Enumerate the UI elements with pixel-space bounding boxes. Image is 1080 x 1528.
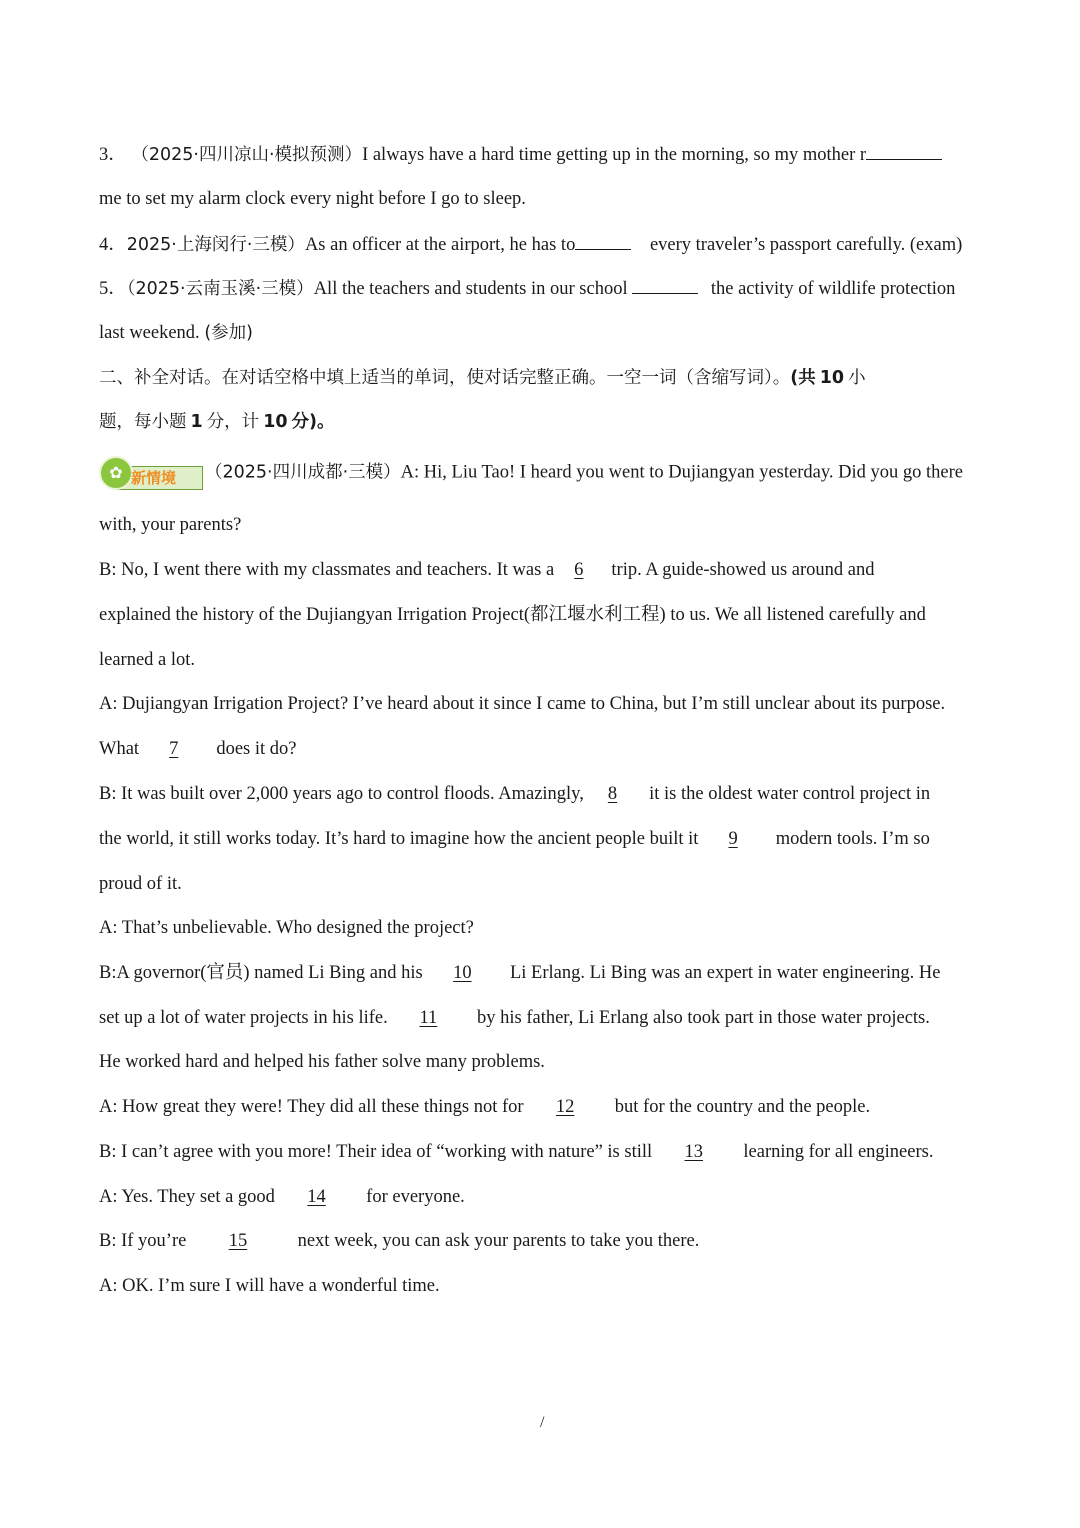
dialog-line-14: [99, 1050, 545, 1074]
dialog-text: it is the oldest water control project in: [649, 784, 931, 804]
dialog-text: the world, it still works today. It’s hard to imagine how the ancient people built it: [99, 829, 699, 849]
dialog-text: modern tools. I’m so: [775, 829, 930, 849]
dialog-line-5: [99, 648, 195, 672]
answer-blank[interactable]: [866, 142, 942, 160]
question-count: 10: [819, 368, 845, 388]
dialog-text: but for the country and the people.: [614, 1097, 871, 1117]
blank-12[interactable]: 12: [555, 1097, 575, 1117]
section-title: 二、补全对话。在对话空格中填上适当的单词，使对话完整正确。一空一词（含缩写词）。: [99, 368, 791, 388]
dialog-text: does it do?: [216, 739, 297, 759]
dialog-text: A: Yes. They set a good: [99, 1187, 275, 1207]
question-source: 2025·上海闵行·三模）: [126, 235, 305, 255]
total-points: 10: [263, 412, 288, 432]
dialog-text: explained the history of the Dujiangyan Irrigation Project(都江堰水利工程) to us. We all listened carefully and: [99, 605, 926, 625]
dialog-line-6: [99, 692, 945, 716]
dialog-text: B: No, I went there with my classmates and teachers. It was a: [99, 560, 555, 580]
dialog-text: set up a lot of water projects in his life.: [99, 1008, 388, 1028]
dialog-line-2: [99, 513, 241, 537]
dialog-text: A: How great they were! They did all these things not for: [99, 1097, 524, 1117]
dialog-line-4: [99, 603, 926, 627]
question-text: last weekend.: [99, 323, 200, 343]
dialog-text: What: [99, 739, 140, 759]
dialog-text: trip. A guide-showed us around and: [611, 560, 875, 580]
question-text: I always have a hard time getting up in the morning, so my mother r: [362, 145, 867, 165]
section-title-bold: (共: [790, 368, 816, 388]
blank-7[interactable]: 7: [169, 739, 179, 759]
dialog-text: with, your parents?: [99, 515, 242, 535]
dialog-text: A: That’s unbelievable. Who designed the project?: [99, 918, 474, 938]
dialog-text: proud of it.: [99, 874, 182, 894]
blank-9[interactable]: 9: [728, 829, 738, 849]
dialog-text: B: I can’t agree with you more! Their idea of “working with nature” is still: [99, 1142, 653, 1162]
answer-blank[interactable]: [575, 232, 631, 250]
section-title: 题，每小题: [99, 412, 187, 432]
badge-label: 新情境: [131, 469, 177, 487]
section-title: 小: [848, 368, 866, 388]
dialog-line-7: [99, 737, 296, 761]
blank-15[interactable]: 15: [228, 1231, 248, 1251]
dialog-text: A: Dujiangyan Irrigation Project? I’ve heard about it since I came to China, but I’m still unclear about its purpose.: [99, 694, 946, 714]
dialog-source: （2025·四川成都·三模）: [205, 462, 401, 483]
dialog-text: learned a lot.: [99, 650, 196, 670]
blank-11[interactable]: 11: [419, 1008, 438, 1028]
section-title-bold: 分)。: [291, 412, 335, 432]
dialog-line-9: [99, 827, 930, 851]
question-number: 5．: [99, 279, 127, 299]
dialog-line-3: [99, 558, 875, 582]
section-2-heading-line-1: [99, 366, 866, 390]
question-5-line-1: [99, 276, 955, 301]
question-5-line-2: [99, 321, 253, 345]
dialog-line-13: [99, 1006, 930, 1030]
blank-8[interactable]: 8: [607, 784, 618, 804]
dialog-text: B: If you’re: [99, 1231, 187, 1251]
dialog-line-15: [99, 1095, 870, 1119]
question-text: As an officer at the airport, he has to: [304, 235, 576, 255]
answer-blank[interactable]: [632, 276, 698, 294]
dialog-text: learning for all engineers.: [743, 1142, 934, 1162]
section-2-heading-line-2: [99, 410, 335, 434]
dialog-line-10: [99, 872, 182, 896]
question-number: 3．: [99, 145, 127, 165]
dialog-line-8: [99, 782, 930, 806]
dialog-text: B:A governor(官员) named Li Bing and his: [99, 963, 423, 983]
blank-10[interactable]: 10: [453, 963, 472, 983]
dialog-text: B: It was built over 2,000 years ago to control floods. Amazingly,: [99, 784, 584, 804]
dialog-line-17: [99, 1185, 465, 1209]
question-text: me to set my alarm clock every night before I go to sleep.: [99, 189, 526, 209]
section-title: 分，计: [206, 412, 260, 432]
question-text: every traveler’s passport carefully. (exam): [649, 235, 963, 255]
dialog-text: Li Erlang. Li Bing was an expert in water engineering. He: [509, 963, 941, 983]
new-context-badge: [99, 456, 203, 490]
question-hint: (参加): [204, 323, 253, 343]
question-number: 4．: [99, 235, 127, 255]
dialog-text: A: Hi, Liu Tao! I heard you went to Dujiangyan yesterday. Did you go there: [400, 462, 963, 483]
dialog-text: by his father, Li Erlang also took part in those water projects.: [476, 1008, 930, 1028]
dialog-line-1: [99, 456, 963, 490]
blank-14[interactable]: 14: [307, 1187, 326, 1207]
leaf-icon: ✿: [99, 456, 133, 490]
dialog-text: next week, you can ask your parents to take you there.: [297, 1231, 700, 1251]
page-footer-mark: /: [540, 1414, 545, 1431]
blank-6[interactable]: 6: [574, 560, 584, 580]
dialog-line-12: [99, 961, 940, 985]
dialog-text: A: OK. I’m sure I will have a wonderful time.: [99, 1276, 440, 1296]
question-text: the activity of wildlife protection: [710, 279, 956, 299]
question-source: （2025·四川凉山·模拟预测）: [131, 145, 363, 165]
dialog-line-19: [99, 1274, 440, 1298]
dialog-text: for everyone.: [366, 1187, 465, 1207]
points-per-question: 1: [190, 412, 203, 432]
dialog-text: He worked hard and helped his father solve many problems.: [99, 1052, 545, 1072]
question-3-line-1: [99, 142, 942, 167]
blank-13[interactable]: 13: [684, 1142, 704, 1162]
question-3-line-2: [99, 187, 526, 211]
dialog-line-18: [99, 1229, 699, 1253]
question-4-line: [99, 232, 962, 257]
question-text: All the teachers and students in our school: [313, 279, 628, 299]
dialog-line-11: [99, 916, 474, 940]
dialog-line-16: [99, 1140, 933, 1164]
question-source: （2025·云南玉溪·三模）: [126, 279, 314, 299]
